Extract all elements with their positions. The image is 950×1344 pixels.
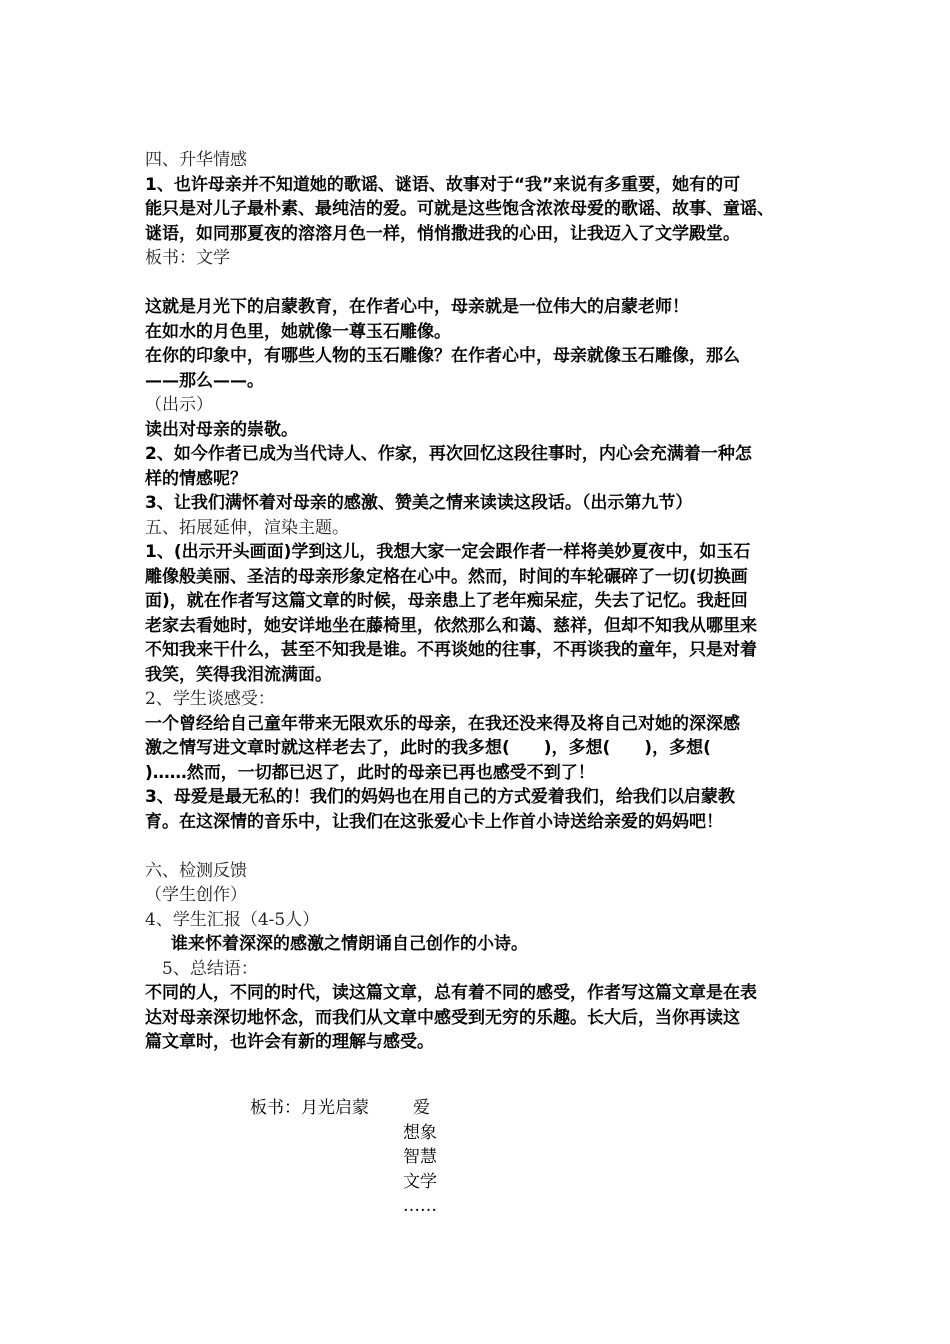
text-line: 达对母亲深切地怀念，而我们从文章中感受到无穷的乐趣。长大后，当你再读这 <box>145 1007 740 1028</box>
text-line: 能只是对儿子最朴素、最纯洁的爱。可就是这些饱含浓浓母爱的歌谣、故事、童谣、 <box>145 199 774 219</box>
text-line: 四、升华情感 <box>145 150 247 170</box>
text-line: 育。在这深情的音乐中，让我们在这张爱心卡上作首小诗送给亲爱的妈妈吧！ <box>145 811 723 832</box>
text-line: 3、让我们满怀着对母亲的感激、赞美之情来读读这段话。（出示第九节） <box>145 493 693 513</box>
text-line: 样的情感呢？ <box>145 468 247 489</box>
text-line: 在你的印象中，有哪些人物的玉石雕像？在作者心中，母亲就像玉石雕像，那么 <box>145 346 740 366</box>
text-line: 读出对母亲的崇敬。 <box>145 419 298 440</box>
text-line: 五、拓展延伸，渲染主题。 <box>145 517 349 538</box>
text-line: 2、如今作者已成为当代诗人、作家，再次回忆这段往事时，内心会充满着一种怎 <box>145 444 752 464</box>
board-item-wisdom: 智慧 <box>403 1147 437 1167</box>
text-line: 2、学生谈感受： <box>145 689 275 709</box>
blank-line <box>145 834 825 859</box>
text-line: （学生创作） <box>145 885 247 905</box>
blank-line <box>145 271 825 296</box>
document-body <box>145 148 825 1055</box>
text-line: 不同的人，不同的时代，读这篇文章，总有着不同的感受，作者写这篇文章是在表 <box>145 983 757 1003</box>
text-line: 不知我来干什么，甚至不知我是谁。不再谈她的往事，不再谈我的童年，只是对着 <box>145 640 757 660</box>
board-item-literature: 文学 <box>403 1171 437 1192</box>
text-line: 雕像般美丽、圣洁的母亲形象定格在心中。然而，时间的车轮碾碎了一切(切换画 <box>145 566 748 587</box>
text-line: 一个曾经给自己童年带来无限欢乐的母亲，在我还没来得及将自己对她的深深感 <box>145 713 740 734</box>
text-line: 板书：文学 <box>145 248 230 268</box>
board-item-imagination: 想象 <box>403 1122 437 1143</box>
text-line: 4、学生汇报（4-5人） <box>145 909 320 930</box>
text-line: 在如水的月色里，她就像一尊玉石雕像。 <box>145 321 451 342</box>
text-line: 谁来怀着深深的感激之情朗诵自己创作的小诗。 <box>171 934 528 954</box>
text-line: 激之情写进文章时就这样老去了，此时的我多想( )，多想( )，多想( <box>145 738 711 758</box>
text-line: 我笑，笑得我泪流满面。 <box>145 664 332 685</box>
text-line: 面)，就在作者写这篇文章的时候，母亲患上了老年痴呆症，失去了记忆。我赶回 <box>145 591 748 611</box>
text-line: 5、总结语： <box>162 958 258 979</box>
text-line: 1、也许母亲并不知道她的歌谣、谜语、故事对于“我”来说有多重要，她有的可 <box>145 174 741 195</box>
text-line: 篇文章时，也许会有新的理解与感受。 <box>145 1032 434 1052</box>
text-line: 六、检测反馈 <box>145 860 247 881</box>
text-line: ——那么——。 <box>145 370 264 391</box>
board-title: 板书：月光启蒙 <box>250 1098 369 1118</box>
text-line: )……然而，一切都已迟了，此时的母亲已再也感受不到了！ <box>145 762 595 783</box>
text-line: 3、母爱是最无私的！我们的妈妈也在用自己的方式爱着我们，给我们以启蒙教 <box>145 787 735 807</box>
text-line: 谜语，如同那夏夜的溶溶月色一样，悄悄撒进我的心田，让我迈入了文学殿堂。 <box>145 223 740 244</box>
text-line: 老家去看她时，她安详地坐在藤椅里，依然那么和蔼、慈祥，但却不知我从哪里来 <box>145 615 757 636</box>
text-line: （出示） <box>145 395 213 415</box>
board-item-ellipsis: …… <box>403 1196 437 1216</box>
text-line: 这就是月光下的启蒙教育，在作者心中，母亲就是一位伟大的启蒙老师！ <box>145 297 689 317</box>
board-item-love: 爱 <box>413 1098 430 1118</box>
text-line: 1、(出示开头画面)学到这儿，我想大家一定会跟作者一样将美妙夏夜中，如玉石 <box>145 542 751 562</box>
